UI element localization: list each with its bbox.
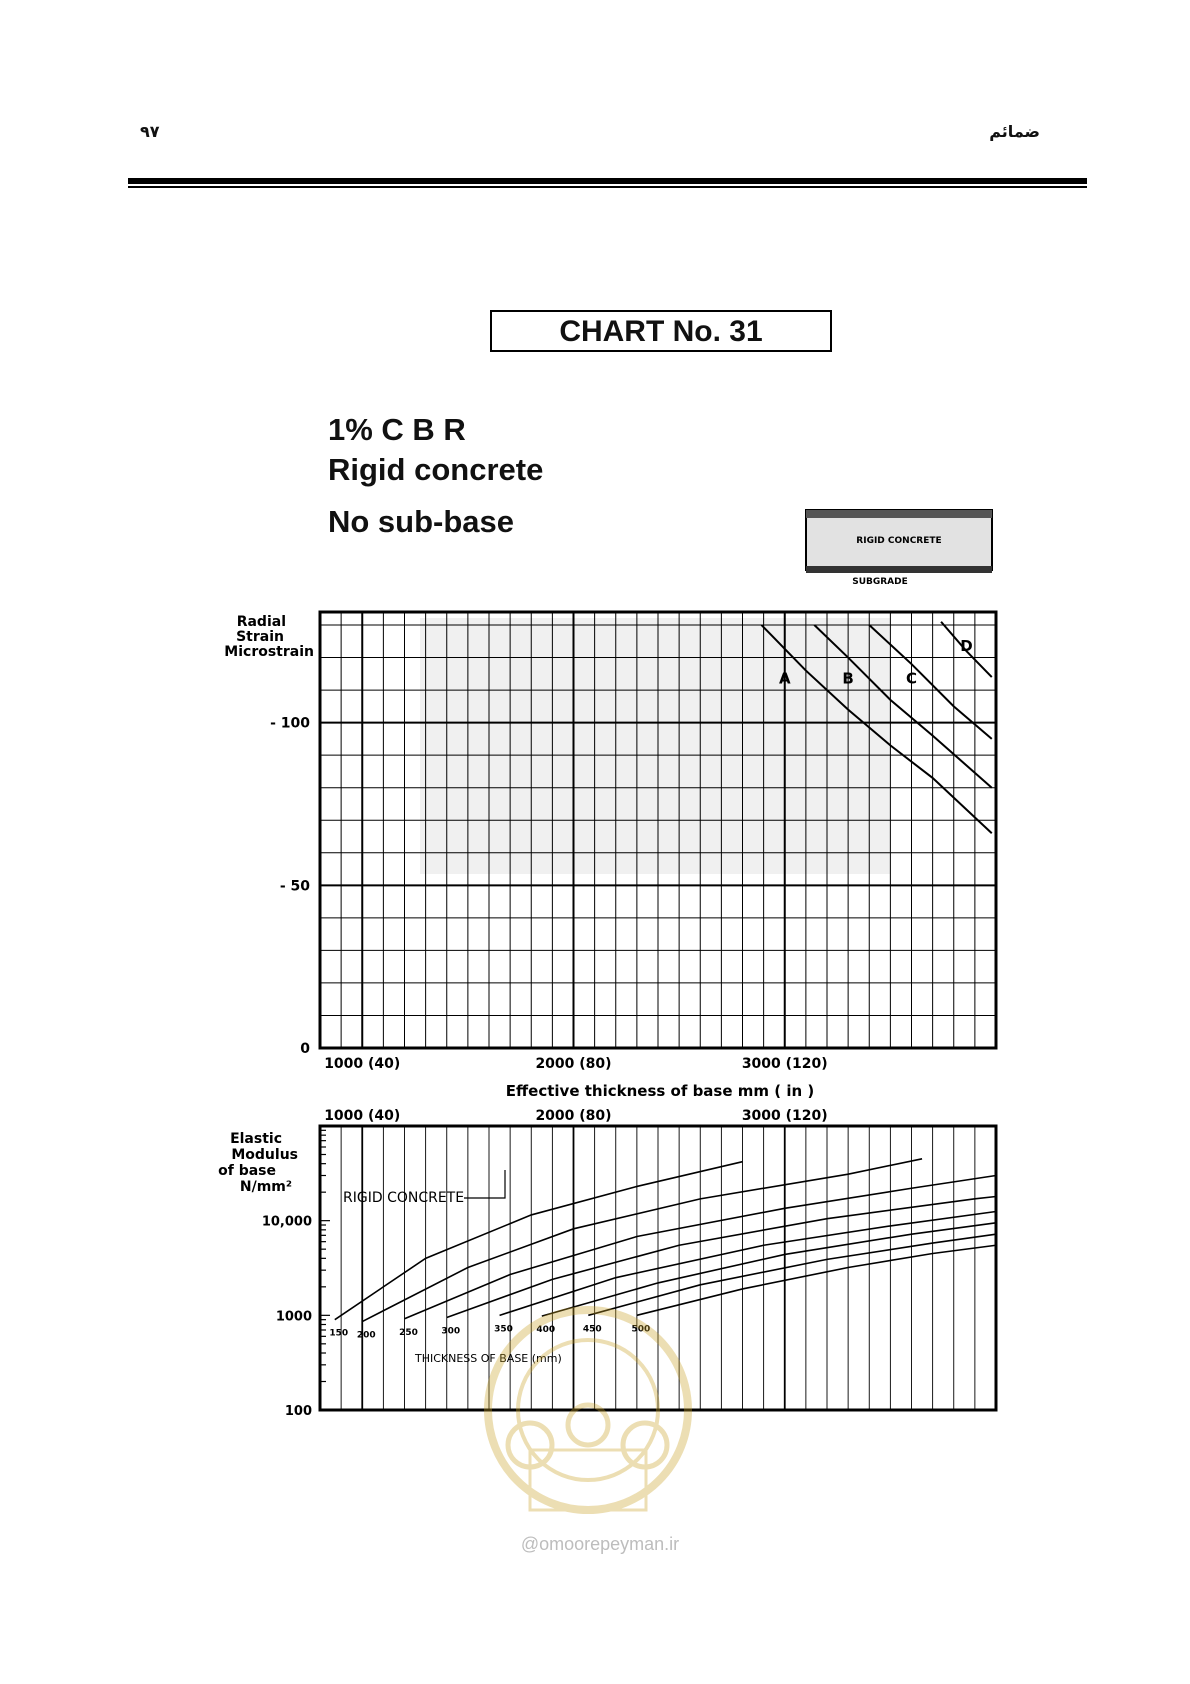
modulus-chart [218, 1108, 996, 1419]
thickness-label: 400 [536, 1325, 556, 1336]
page-number: ۹۷ [140, 122, 160, 141]
thickness-label: 300 [441, 1326, 461, 1337]
curve-label: B [842, 669, 854, 688]
thickness-label: 250 [399, 1327, 418, 1338]
watermark-url: @omoorepeyman.ir [520, 1534, 680, 1554]
section-label: ضمائم [989, 122, 1040, 141]
callout-leader [464, 1170, 505, 1198]
y-tick-label: 1000 [275, 1309, 312, 1325]
curve-label: C [905, 669, 918, 688]
modulus-y-label [218, 1131, 298, 1195]
rigid-concrete-annotation: RIGID CONCRETE [343, 1190, 465, 1206]
modulus-ylabel-line: N/mm² [239, 1179, 292, 1195]
strain-y-label [224, 614, 314, 660]
thickness-label: 150 [329, 1328, 349, 1339]
rigid-concrete-callout [343, 1170, 505, 1206]
modulus-ylabel-line: Elastic [230, 1131, 282, 1147]
modulus-y-ticks [262, 1215, 312, 1419]
y-tick-label: 100 [284, 1404, 312, 1419]
thickness-label: 500 [631, 1324, 651, 1335]
x-tick-label: 2000 (80) [535, 1056, 612, 1072]
modulus-curve-400 [542, 1223, 996, 1316]
modulus-ylabel-line: Modulus [231, 1147, 298, 1163]
inset-layer-label: RIGID CONCRETE [856, 536, 942, 546]
thickness-label: 450 [582, 1324, 602, 1335]
modulus-x-ticks [324, 1108, 827, 1124]
subtitle-cbr: 1% C B R [328, 412, 466, 447]
curve-label: D [960, 637, 973, 656]
modulus-curve-450 [588, 1234, 996, 1315]
modulus-curve-200 [362, 1159, 922, 1322]
modulus-series [329, 1159, 996, 1341]
x-tick-label: 1000 (40) [324, 1108, 401, 1124]
y-tick-label: 10,000 [261, 1214, 312, 1230]
subtitle-material: Rigid concrete [328, 452, 544, 487]
strain-ylabel-line: Strain [236, 629, 284, 645]
chart-number-title: CHART No. 31 [490, 310, 832, 352]
strain-ylabel-line: Radial [236, 614, 286, 630]
pavement-inset [806, 510, 992, 587]
x-tick-label: 3000 (120) [741, 1108, 828, 1124]
y-tick-label: - 100 [270, 715, 310, 732]
inset-subgrade-label: SUBGRADE [852, 577, 908, 587]
thickness-label: 200 [356, 1330, 376, 1341]
y-tick-label: 0 [300, 1041, 310, 1057]
strain-x-ticks [324, 1056, 827, 1072]
modulus-curve-500 [637, 1245, 996, 1315]
strain-y-ticks [270, 716, 310, 1057]
modulus-curve-150 [335, 1162, 743, 1320]
strain-chart [224, 612, 996, 1100]
thickness-annotation: THICKNESS OF BASE (mm) [415, 1352, 562, 1365]
y-tick-label: - 50 [279, 878, 310, 895]
modulus-ylabel-line: of base [218, 1163, 276, 1179]
x-tick-label: 1000 (40) [324, 1056, 401, 1072]
strain-ylabel-line: Microstrain [224, 644, 314, 660]
subtitle-subbase: No sub-base [328, 504, 515, 539]
x-tick-label: 2000 (80) [535, 1108, 612, 1124]
thickness-label: 350 [494, 1324, 513, 1335]
x-tick-label: 3000 (120) [741, 1056, 828, 1072]
x-axis-label: Effective thickness of base mm ( in ) [505, 1082, 815, 1100]
strain-chart-shading [420, 618, 890, 874]
curve-label: A [778, 669, 791, 688]
